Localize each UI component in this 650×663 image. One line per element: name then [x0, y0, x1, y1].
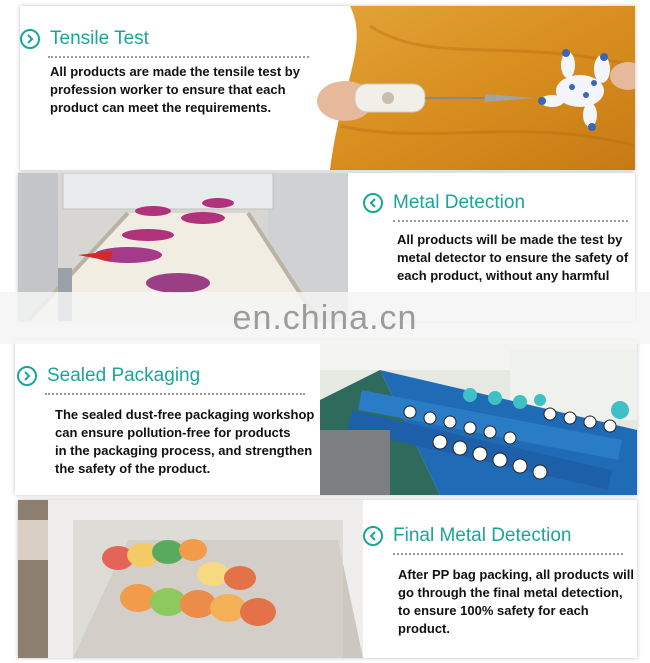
section-title: Tensile Test [50, 28, 149, 49]
body-line: All products are made the tensile test by [50, 64, 300, 79]
title-divider [45, 393, 305, 395]
body-line: All products will be made the test by [397, 232, 623, 247]
metal-title-row [363, 192, 525, 214]
chevron-right-circle-icon [20, 29, 40, 49]
body-line: can ensure pollution-free for products [55, 425, 291, 440]
body-line: The sealed dust-free packaging workshop [55, 407, 315, 422]
section-title: Metal Detection [393, 192, 526, 213]
packaging-workshop-photo [320, 340, 637, 495]
body-line: each product, without any harmful [397, 268, 610, 283]
body-line: go through the final metal detection, [398, 585, 623, 600]
section-body [50, 63, 330, 117]
section-title: Final Metal Detection [393, 525, 572, 546]
body-line: After PP bag packing, all products will [398, 567, 634, 582]
section-sealed-packaging [15, 340, 637, 495]
body-line: the safety of the product. [55, 461, 211, 476]
body-line: to ensure 100% safety for each product. [398, 603, 589, 636]
title-divider [48, 56, 328, 58]
sealed-title-row [17, 365, 200, 387]
body-line: metal detector to ensure the safety of [397, 250, 629, 265]
section-body [397, 231, 635, 285]
body-line: in the packaging process, and strengthen [55, 443, 313, 458]
final-title-row [363, 525, 571, 547]
title-divider [393, 220, 628, 222]
chevron-left-circle-icon [363, 526, 383, 546]
body-line: product can meet the requirements. [50, 100, 272, 115]
final-detection-photo [18, 500, 363, 658]
chevron-left-circle-icon [363, 193, 383, 213]
watermark-text: en.china.cn [232, 298, 418, 337]
title-divider [393, 553, 623, 555]
tensile-title-row [20, 28, 149, 50]
section-final-metal-detection [18, 500, 637, 658]
tensile-test-photo [310, 6, 635, 170]
section-tensile-test [20, 6, 635, 170]
section-body [398, 566, 637, 638]
chevron-right-circle-icon [17, 366, 37, 386]
body-line: profession worker to ensure that each [50, 82, 286, 97]
section-body [55, 406, 325, 478]
watermark-band [0, 292, 650, 344]
section-title: Sealed Packaging [47, 365, 201, 386]
